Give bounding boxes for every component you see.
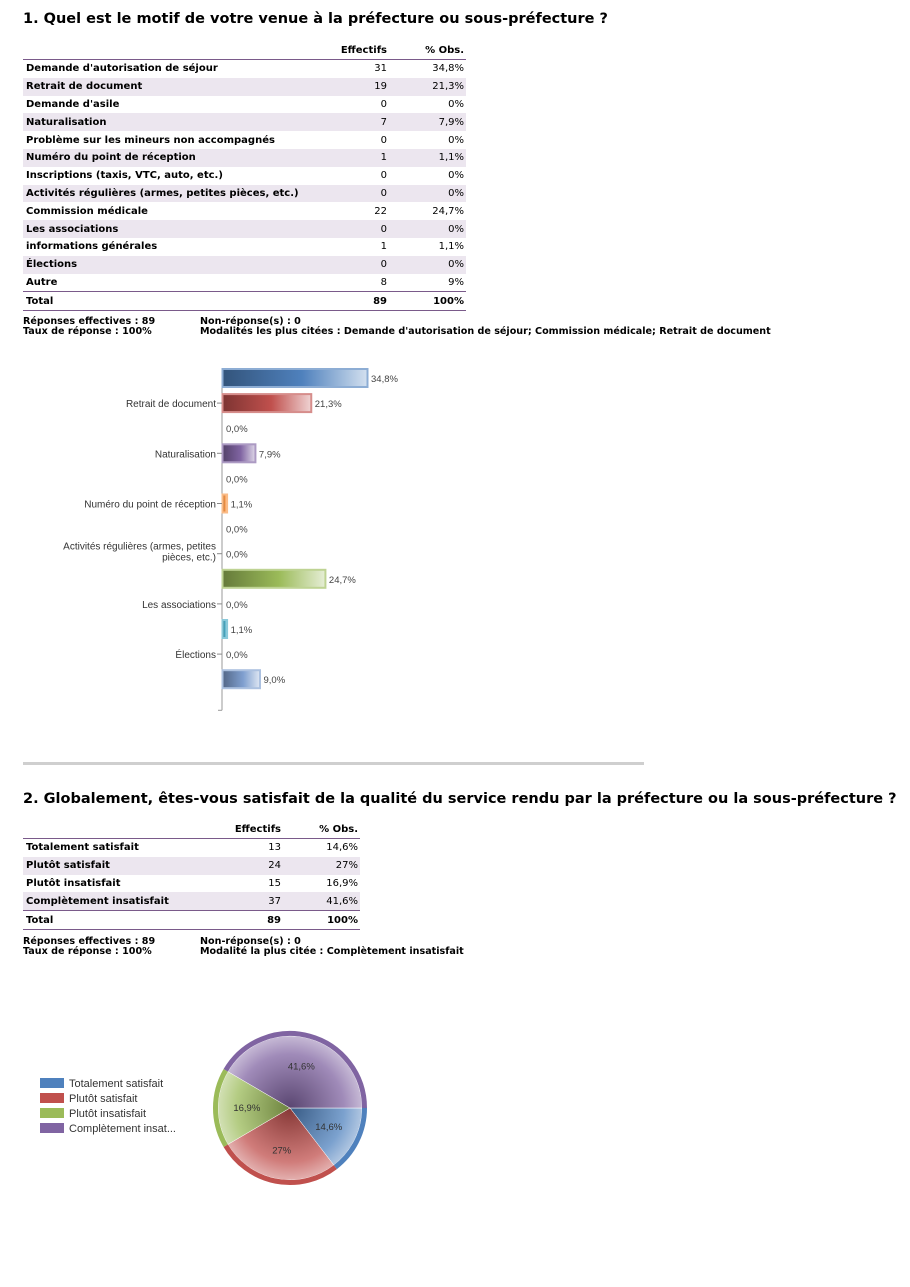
q1-title: 1. Quel est le motif de votre venue à la préfecture ou sous-préfecture ? [23, 11, 608, 27]
col-header-label [23, 821, 205, 839]
row-label: Total [23, 911, 205, 930]
bar-data-label: 0,0% [226, 650, 248, 662]
row-count: 89 [311, 292, 389, 311]
table-row [23, 256, 466, 274]
row-label: Demande d'asile [26, 98, 120, 110]
row-label: Numéro du point de réception [23, 149, 311, 167]
bar-data-label: 0,0% [226, 524, 248, 536]
row-count: 0 [380, 134, 387, 146]
row-label: Complètement insatisfait [23, 892, 205, 910]
col-header-pct: % Obs. [389, 42, 466, 60]
row-percent: 0% [389, 220, 466, 238]
table-row [23, 238, 466, 256]
bar-data-label: 24,7% [328, 574, 356, 586]
table-row [23, 875, 360, 893]
row-count: 24 [205, 857, 283, 875]
row-percent: 1,1% [389, 149, 466, 167]
row-label: Inscriptions (taxis, VTC, auto, etc.) [26, 170, 223, 182]
row-label: Plutôt insatisfait [26, 877, 121, 889]
legend-label: Totalement satisfait [69, 1078, 164, 1090]
row-percent: 0% [448, 134, 464, 146]
legend-label: Plutôt satisfait [69, 1093, 138, 1105]
bar-data-label: 9,0% [263, 675, 286, 687]
row-count: 8 [380, 276, 387, 288]
row-label: Naturalisation [23, 113, 311, 131]
legend-label: Complètement insat... [69, 1123, 176, 1135]
q1-stats-left [23, 317, 155, 337]
q2-stats-right [200, 937, 464, 957]
q2-modalities: Modalité la plus citée : Complètement insatisfait [200, 946, 464, 957]
y-tick-label: Retrait de document [125, 399, 216, 411]
col-header-effectifs: Effectifs [205, 821, 283, 839]
table-row [23, 857, 360, 875]
row-percent: 21,3% [389, 78, 466, 96]
row-label: Plutôt satisfait [23, 857, 205, 875]
bar [223, 394, 312, 412]
col-header-effectifs: Effectifs [311, 42, 389, 60]
q2-nonresponse: Non-réponse(s) : 0 [200, 936, 301, 947]
bar-data-label: 0,0% [226, 549, 248, 561]
table-row [23, 131, 466, 149]
row-count: 22 [374, 205, 387, 217]
bar [223, 570, 326, 588]
q1-stats-right [200, 317, 771, 337]
row-count: 31 [374, 63, 387, 75]
bar-data-label: 7,9% [258, 449, 281, 461]
q2-results-table [23, 821, 360, 930]
row-percent: 24,7% [432, 205, 464, 217]
y-tick-label: Numéro du point de réception [84, 499, 216, 511]
q2-responses: Réponses effectives : 89 [23, 936, 156, 947]
bar-data-label: 0,0% [226, 474, 248, 486]
table-row [23, 78, 466, 96]
pie-data-label: 41,6% [287, 1061, 315, 1073]
row-percent: 7,9% [389, 113, 466, 131]
q2-rate: Taux de réponse : 100% [23, 946, 152, 957]
bar-data-label: 1,1% [230, 625, 253, 636]
q2-title: 2. Globalement, êtes-vous satisfait de la qualité du service rendu par la préfecture ou la sous-préfecture ? [23, 791, 897, 807]
bar [223, 369, 368, 387]
bar [223, 444, 256, 462]
q1-rate: Taux de réponse : 100% [23, 326, 152, 337]
table-row [23, 60, 466, 78]
row-label: Totalement satisfait [26, 842, 139, 854]
row-count: 0 [311, 185, 389, 203]
legend-label: Plutôt insatisfait [69, 1108, 147, 1120]
q1-modalities: Modalités les plus citées : Demande d'autorisation de séjour; Commission médicale; Retrait de document [200, 326, 771, 337]
row-label: Total [23, 292, 311, 311]
row-count: 37 [205, 892, 283, 910]
y-tick-label-line-2: pièces, etc.) [162, 552, 216, 564]
row-label: Élections [23, 256, 311, 274]
row-percent: 100% [389, 292, 466, 311]
legend-swatch [40, 1093, 64, 1103]
row-percent: 27% [283, 857, 360, 875]
bar-data-label: 0,0% [226, 424, 248, 436]
row-label: Problème sur les mineurs non accompagnés [26, 134, 275, 146]
row-count: 19 [311, 78, 389, 96]
table-row [23, 167, 466, 185]
table-row [23, 149, 466, 167]
table-row [23, 839, 360, 857]
q1-bar-chart [0, 356, 420, 728]
row-count: 7 [311, 113, 389, 131]
row-percent: 1,1% [438, 241, 464, 253]
y-tick-label: Naturalisation [154, 449, 216, 461]
row-count: 0 [380, 98, 387, 110]
table-row [23, 185, 466, 203]
row-count: 15 [268, 877, 281, 889]
row-label: informations générales [26, 241, 158, 253]
table-row [23, 274, 466, 292]
row-count: 13 [268, 842, 281, 854]
pie-data-label: 16,9% [233, 1103, 261, 1114]
table-total-row [23, 911, 360, 930]
pie-data-label: 27% [272, 1145, 292, 1157]
row-count: 0 [311, 220, 389, 238]
row-label: Activités régulières (armes, petites pièces, etc.) [23, 185, 311, 203]
legend-swatch [40, 1123, 64, 1133]
q2-stats-left [23, 937, 155, 957]
table-row [23, 96, 466, 114]
bar [223, 620, 228, 638]
row-percent: 41,6% [283, 892, 360, 910]
row-percent: 0% [389, 256, 466, 274]
row-count: 1 [311, 149, 389, 167]
y-tick-label-line-1: Activités régulières (armes, petites [63, 541, 216, 553]
row-count: 1 [380, 241, 387, 253]
row-percent: 14,6% [326, 842, 358, 854]
row-count: 0 [380, 170, 387, 182]
pie-data-label: 14,6% [315, 1122, 343, 1134]
row-count: 0 [311, 256, 389, 274]
table-row [23, 113, 466, 131]
table-row [23, 202, 466, 220]
table-row [23, 892, 360, 910]
row-label: Autre [26, 276, 58, 288]
row-percent: 0% [389, 185, 466, 203]
row-label: Demande d'autorisation de séjour [26, 63, 218, 75]
q1-responses: Réponses effectives : 89 [23, 316, 156, 327]
row-label: Les associations [23, 220, 311, 238]
row-count: 89 [205, 911, 283, 930]
row-percent: 100% [283, 911, 360, 930]
bar-data-label: 1,1% [230, 499, 253, 511]
bar-data-label: 0,0% [226, 599, 248, 611]
bar-data-label: 21,3% [314, 399, 342, 411]
table-row [23, 220, 466, 238]
bar [223, 495, 228, 513]
bar-data-label: 34,8% [371, 374, 398, 385]
row-percent: 0% [448, 170, 464, 182]
q2-pie-chart [30, 1020, 430, 1200]
bar [223, 670, 261, 688]
row-label: Retrait de document [23, 78, 311, 96]
y-tick-label: Les associations [142, 599, 216, 611]
section-separator [23, 762, 644, 765]
col-header-label [23, 42, 311, 60]
table-total-row [23, 292, 466, 311]
q1-results-table [23, 42, 466, 311]
row-percent: 0% [448, 98, 464, 110]
y-tick-label: Élections [175, 650, 216, 662]
row-label: Commission médicale [26, 205, 148, 217]
legend-swatch [40, 1078, 64, 1088]
row-percent: 9% [448, 276, 464, 288]
row-percent: 16,9% [326, 877, 358, 889]
q1-nonresponse: Non-réponse(s) : 0 [200, 316, 301, 327]
row-percent: 34,8% [432, 63, 464, 75]
col-header-pct: % Obs. [283, 821, 360, 839]
legend-swatch [40, 1108, 64, 1118]
